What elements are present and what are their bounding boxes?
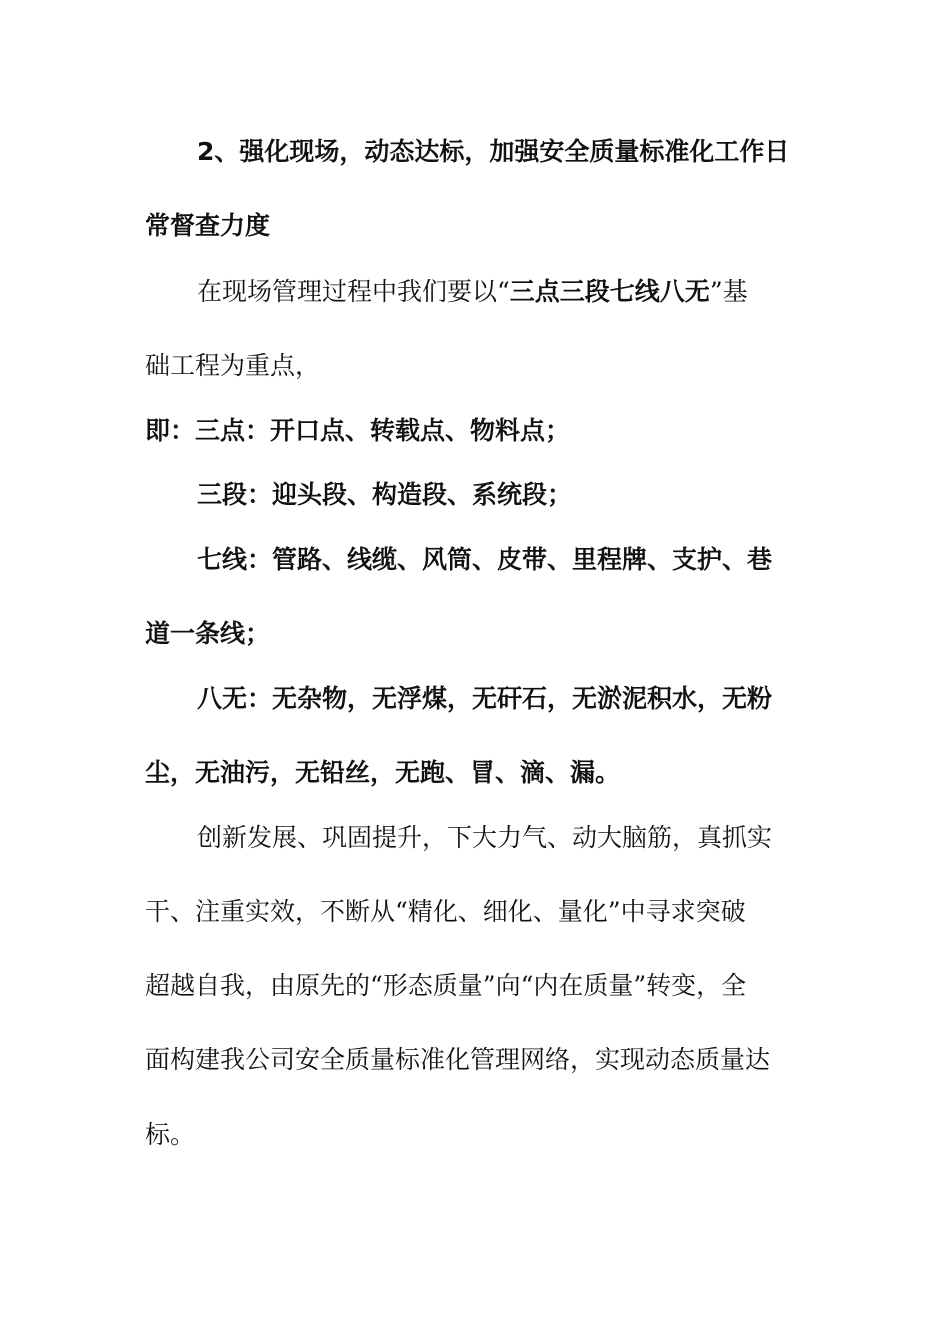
intro-line-1 [197, 277, 748, 307]
seven-lines-line-2: 道一条线； [145, 619, 271, 648]
three-sections-line: 三段：迎头段、构造段、系统段； [197, 480, 573, 509]
seven-lines-line-1: 七线：管路、线缆、风筒、皮带、里程牌、支护、巷 [197, 545, 773, 574]
intro-suffix: ”基 [709, 277, 748, 306]
eight-none-line-1: 八无：无杂物，无浮煤，无矸石，无淤泥积水，无粉 [197, 684, 773, 713]
closing-line-1: 创新发展、巩固提升，下大力气、动大脑筋，真抓实 [197, 823, 773, 852]
closing-line-2: 干、注重实效，不断从“精化、细化、量化”中寻求突破 [145, 897, 746, 926]
eight-none-line-2: 尘，无油污，无铅丝，无跑、冒、滴、漏。 [145, 758, 621, 787]
closing-line-3: 超越自我，由原先的“形态质量”向“内在质量”转变，全 [145, 971, 747, 1000]
three-points-line: 即：三点：开口点、转载点、物料点； [145, 416, 571, 445]
intro-prefix: 在现场管理过程中我们要以“ [197, 277, 510, 306]
intro-emphasis: 三点三段七线八无 [509, 277, 710, 306]
closing-line-5: 标。 [145, 1120, 196, 1149]
section-heading-line-2: 常督查力度 [145, 211, 271, 240]
intro-line-2: 础工程为重点， [145, 351, 321, 380]
closing-line-4: 面构建我公司安全质量标准化管理网络，实现动态质量达 [145, 1045, 771, 1074]
section-heading-line-1: 2、强化现场，动态达标，加强安全质量标准化工作日 [197, 137, 790, 166]
